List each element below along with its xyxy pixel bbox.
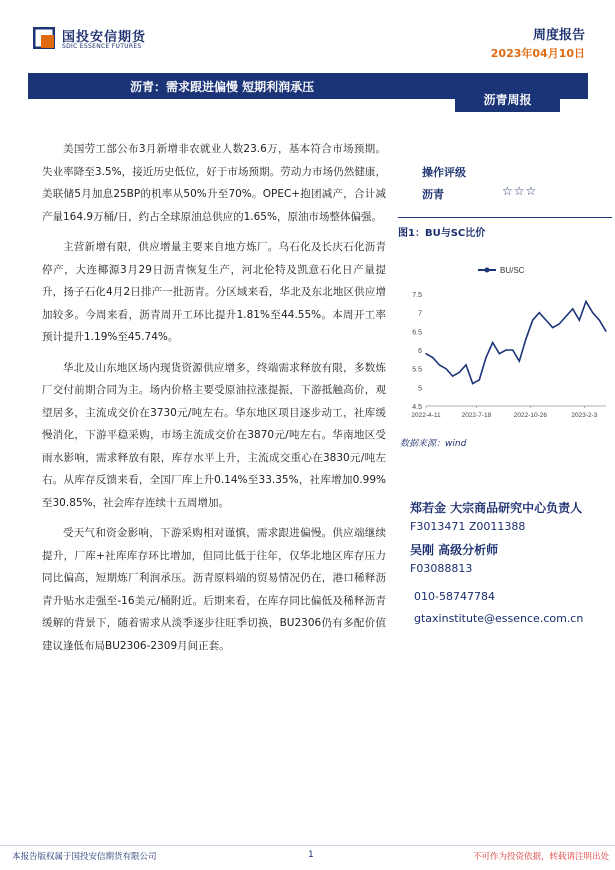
chart-legend [478,266,525,275]
logo-icon [33,27,55,49]
data-point [525,338,526,339]
data-point [465,364,466,365]
data-point [599,320,600,321]
data-point [445,368,446,369]
footer-divider [0,845,615,846]
data-point [585,301,586,302]
category-tag: 沥青周报 [455,88,560,112]
data-point [492,342,493,343]
data-point [605,331,606,332]
report-date: 2023年04月10日 [490,47,585,60]
data-point [432,357,433,358]
y-tick-label: 7.5 [412,292,422,299]
y-tick-label: 5 [418,385,422,393]
footer-disclaimer: 不可作为投资依据，转载请注明出处 [472,852,609,862]
data-point [505,349,506,350]
logo-subtext: SDIC ESSENCE FUTURES [62,43,142,50]
figure-divider [398,217,612,218]
report-type: 周度报告 [532,28,585,43]
data-point [459,372,460,373]
data-point [545,320,546,321]
data-point [499,353,500,354]
data-point [552,327,553,328]
series-line-bu-sc [426,302,606,384]
y-tick-label: 6.5 [412,329,422,337]
data-point [452,376,453,377]
y-tick-label: 5.5 [412,366,422,374]
data-point [559,323,560,324]
data-point [565,316,566,317]
y-tick-label: 6 [418,348,422,355]
paragraph: 华北及山东地区场内现货资源供应增多，终端需求释放有限，多数炼厂交付前期合同为主。场内价格主要受原油拉涨提振，下游抵触高价，观望居多，主流成交价在3730元/吨左右。华东地区项目逐步动工，社库缓慢消化，下游平稳采购，市场主流成交价在3870元/吨左右。华南地区受雨水影响，需求释放有限，库存水平上升，主流成交重心在3830元/吨左右。从库存反馈来看，全国厂库上升0.14%至33.35%，社库增加0.99%至30.85%，社会库存连续十五周增加。 [42,361,386,509]
logo-text: 国投安信期货 [62,30,147,45]
paragraph: 美国劳工部公布3月新增非农就业人数23.6万，基本符合市场预期。失业率降至3.5%，接近历史低位，好于市场预期。劳动力市场仍然健康，美联储5月加息25BP的机率从50%升至70%。OPEC+抱团减产，合计减产量164.9万桶/日，约占全球原油总供应的1.65%，原油市场整体偏强。 [42,143,386,223]
legend-label: BU/SC [500,266,525,275]
data-point [519,361,520,362]
data-point [485,357,486,358]
data-point [439,364,440,365]
y-tick-label: 4.5 [412,404,422,411]
data-point [479,379,480,380]
data-point [572,308,573,309]
paragraph: 主营新增有限，供应增量主要来自地方炼厂。乌石化及长庆石化沥青停产，大连椰源3月29日沥青恢复生产，河北伦特及凯意石化日产量提升，扬子石化4月2日排产一批沥青。分区域来看，华北及东北地区供应增加较多。今周来看，沥青周开工环比提升1.81%至44.55%。本周开工率预计提升1.19%至45.74%。 [42,241,386,343]
figure-title: 图1：BU与SC比价 [398,228,486,239]
contact-phone: 010-58747784 [414,590,495,603]
x-tick-label: 2023-2-3 [571,412,598,419]
author-secondary: 吴刚 高级分析师 [410,543,499,557]
rating-stars: ☆☆☆ [502,184,538,198]
author-secondary-cert: F03088813 [410,562,473,575]
data-point [539,312,540,313]
data-point [512,349,513,350]
x-tick-label: 2022-7-18 [461,412,492,419]
body-text [42,138,386,665]
footer-copyright: 本报告版权属于国投安信期货有限公司 [12,852,157,862]
x-tick-label: 2022-10-26 [513,412,548,419]
data-point [592,312,593,313]
bu-sc-chart [398,258,612,430]
data-point [472,383,473,384]
figure-source: 数据来源：wind [400,439,467,449]
paragraph: 受天气和资金影响，下游采购相对谨慎，需求跟进偏慢。供应端继续提升，厂库+社库库存环比增加，但同比低于往年，仅华北地区库存压力同比偏高，短期炼厂利润承压。沥青原料端的贸易情况仍在，港口稀释沥青升贴水走强至-16美元/桶附近。后期来看，在库存同比偏低及稀释沥青缓解的背景下，随着需求从淡季逐步往旺季切换，BU2306仍有多配价值建议逢低布局BU2306-2309月间正套。 [42,527,386,652]
rating-sector: 沥青 [422,188,444,201]
x-tick-label: 2022-4-11 [411,412,441,419]
legend-marker [485,268,490,273]
author-primary-cert: F3013471 Z0011388 [410,520,526,533]
page-number: 1 [308,850,314,860]
y-tick-label: 7 [418,310,422,318]
page-title: 沥青：需求跟进偏慢 短期利润承压 [130,80,315,94]
author-primary: 郑若金 大宗商品研究中心负责人 [410,501,583,515]
data-point [425,353,426,354]
contact-email[interactable]: gtaxinstitute@essence.com.cn [414,612,584,625]
rating-label: 操作评级 [422,166,466,179]
data-point [579,320,580,321]
data-point [532,320,533,321]
